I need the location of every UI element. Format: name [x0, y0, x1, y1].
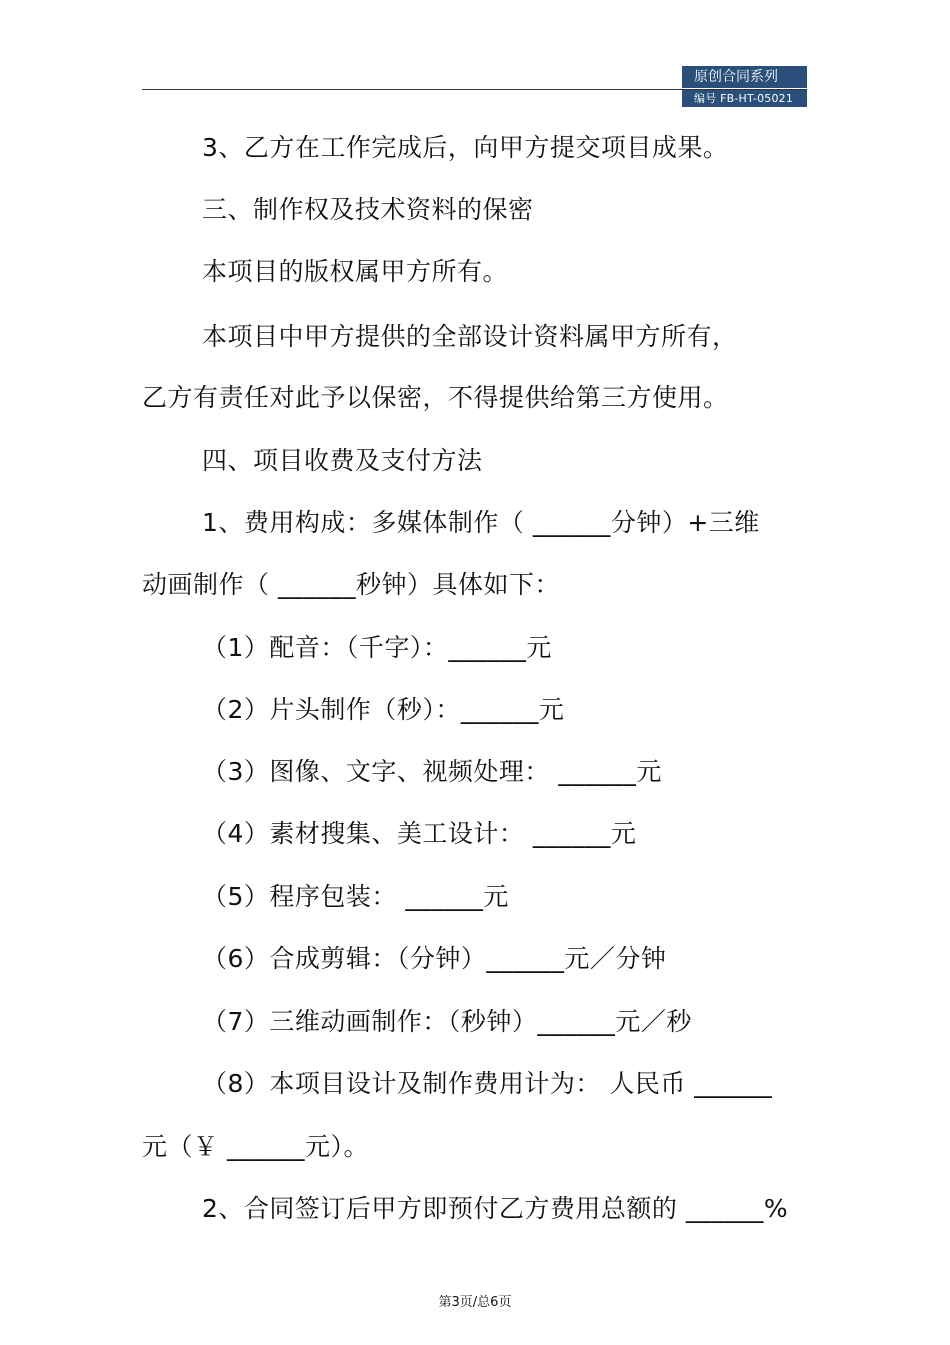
series-badge: 原创合同系列 [682, 66, 807, 88]
body-line: 2、合同签订后甲方即预付乙方费用总额的 ______% [202, 1194, 789, 1223]
body-line: 3、乙方在工作完成后，向甲方提交项目成果。 [202, 133, 729, 162]
fee-item: （2）片头制作（秒）：______元 [202, 695, 565, 724]
fee-item: （3）图像、文字、视频处理： ______元 [202, 757, 662, 786]
body-line: 本项目的版权属甲方所有。 [202, 257, 509, 286]
fee-item: （1）配音：（千字）：______元 [202, 633, 552, 662]
body-line: 元（￥ ______元）。 [142, 1132, 369, 1161]
fee-item: （4）素材搜集、美工设计： ______元 [202, 819, 637, 848]
section-heading: 三、制作权及技术资料的保密 [202, 195, 534, 224]
fee-item: （8）本项目设计及制作费用计为： 人民币 ______ [202, 1069, 773, 1098]
page-number: 第3页/总6页 [438, 1295, 512, 1310]
fee-item: （7）三维动画制作：（秒钟）______元／秒 [202, 1007, 692, 1036]
document-code-badge: 编号 FB-HT-05021 [682, 90, 807, 107]
body-line: 乙方有责任对此予以保密，不得提供给第三方使用。 [142, 383, 729, 412]
body-line: 1、费用构成：多媒体制作（ ______分钟）+三维 [202, 508, 760, 537]
body-line: 动画制作（ ______秒钟）具体如下： [142, 570, 560, 599]
section-heading: 四、项目收费及支付方法 [202, 446, 483, 475]
fee-item: （5）程序包装： ______元 [202, 882, 509, 911]
body-line: 本项目中甲方提供的全部设计资料属甲方所有， [202, 322, 738, 351]
fee-item: （6）合成剪辑：（分钟）______元／分钟 [202, 944, 667, 973]
